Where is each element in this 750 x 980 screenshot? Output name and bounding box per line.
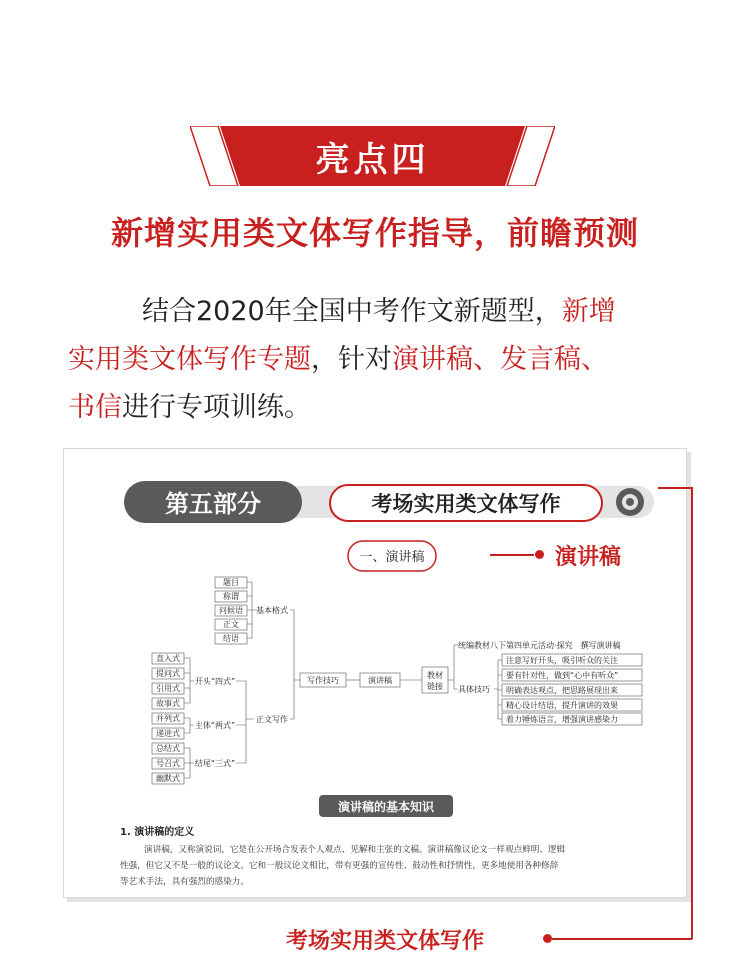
svg-text:提问式: 提问式 <box>156 669 180 678</box>
mindmap-node: 正文 <box>223 620 239 629</box>
svg-text:递进式: 递进式 <box>156 729 180 738</box>
callout-line <box>691 487 693 939</box>
mindmap-node: 结语 <box>223 634 239 643</box>
svg-text:明确表达观点，把思路展现出来: 明确表达观点，把思路展现出来 <box>506 686 618 695</box>
svg-text:引用式: 引用式 <box>156 684 180 693</box>
para-text: 结合2020年全国中考作文新题型， <box>142 296 562 327</box>
mindmap-node: 写作技巧 <box>307 676 339 685</box>
mindmap-center: 演讲稿 <box>368 676 392 685</box>
mindmap-node: 基本格式 <box>256 606 288 615</box>
svg-text:正文写作: 正文写作 <box>256 715 288 724</box>
left-items <box>152 653 184 784</box>
part-badge-text: 第五部分 <box>165 490 261 518</box>
highlight-banner <box>190 126 555 186</box>
book-page-preview <box>63 448 687 898</box>
svg-text:并列式: 并列式 <box>156 714 180 723</box>
svg-text:教材: 教材 <box>427 671 443 680</box>
callout-line <box>552 938 692 940</box>
knowledge-title: 演讲稿的基本知识 <box>337 800 435 814</box>
section-label: 一、演讲稿 <box>359 550 425 565</box>
para-highlight: 演讲稿、发言稿、 <box>392 344 608 375</box>
svg-text:具体技巧: 具体技巧 <box>458 685 490 694</box>
svg-text:故事式: 故事式 <box>156 699 180 708</box>
basic-items <box>215 577 247 644</box>
callout-line <box>490 554 534 556</box>
callout-line <box>658 487 692 489</box>
svg-text:直入式: 直入式 <box>156 654 180 663</box>
intro-paragraph <box>68 288 688 432</box>
svg-text:主体“两式”: 主体“两式” <box>194 721 236 730</box>
svg-text:结尾“三式”: 结尾“三式” <box>194 759 236 768</box>
definition-line: 演讲稿，又称演说词，它是在公开场合发表个人观点、见解和主张的文稿。演讲稿像议论文一样观点鲜明、逻辑 <box>144 845 566 855</box>
callout-speech: 演讲稿 <box>555 545 622 570</box>
svg-text:注意写好开头，吸引听众的关注: 注意写好开头，吸引听众的关注 <box>506 656 618 665</box>
svg-text:号召式: 号召式 <box>156 759 180 768</box>
para-highlight: 书信 <box>68 392 122 423</box>
para-highlight: 新增 <box>561 296 616 327</box>
callout-dot <box>535 550 544 559</box>
definition-line: 性强，但它又不是一般的议论文。它和一般议论文相比，带有更强的宣传性、鼓动性和抒情性，更多地使用各种修辞 <box>120 861 559 871</box>
definition-line: 等艺术手法，具有强烈的感染力。 <box>120 877 249 887</box>
svg-text:统编教材八下第四单元活动·探究 撰写演讲稿: 统编教材八下第四单元活动·探究 撰写演讲稿 <box>458 641 621 650</box>
mindmap <box>152 577 642 784</box>
svg-text:要有针对性，做到“心中有听众”: 要有针对性，做到“心中有听众” <box>506 671 619 680</box>
svg-text:总结式: 总结式 <box>156 744 180 753</box>
svg-text:精心设计结语，提升演讲的效果: 精心设计结语，提升演讲的效果 <box>506 701 618 710</box>
svg-text:链接: 链接 <box>427 682 443 691</box>
callout-exam: 考场实用类文体写作 <box>286 929 485 954</box>
para-text: 进行专项训练。 <box>122 392 311 423</box>
svg-text:着力锤炼语言，增强演讲感染力: 着力锤炼语言，增强演讲感染力 <box>506 715 618 724</box>
svg-text:幽默式: 幽默式 <box>156 774 180 783</box>
mindmap-node: 题目 <box>223 578 239 587</box>
definition-heading: 1. 演讲稿的定义 <box>120 827 195 838</box>
part-title: 考场实用类文体写作 <box>371 492 561 516</box>
para-highlight: 实用类文体写作专题 <box>68 344 311 375</box>
svg-text:开头“四式”: 开头“四式” <box>194 677 236 686</box>
headline: 新增实用类文体写作指导，前瞻预测 <box>110 214 639 252</box>
banner-title: 亮点四 <box>315 139 430 180</box>
para-text: ，针对 <box>311 344 392 375</box>
callout-dot <box>543 934 552 943</box>
mindmap-node: 问候语 <box>219 606 243 615</box>
mindmap-node: 称谓 <box>223 592 239 601</box>
skill-items <box>502 654 642 725</box>
book-page-svg <box>64 449 686 897</box>
